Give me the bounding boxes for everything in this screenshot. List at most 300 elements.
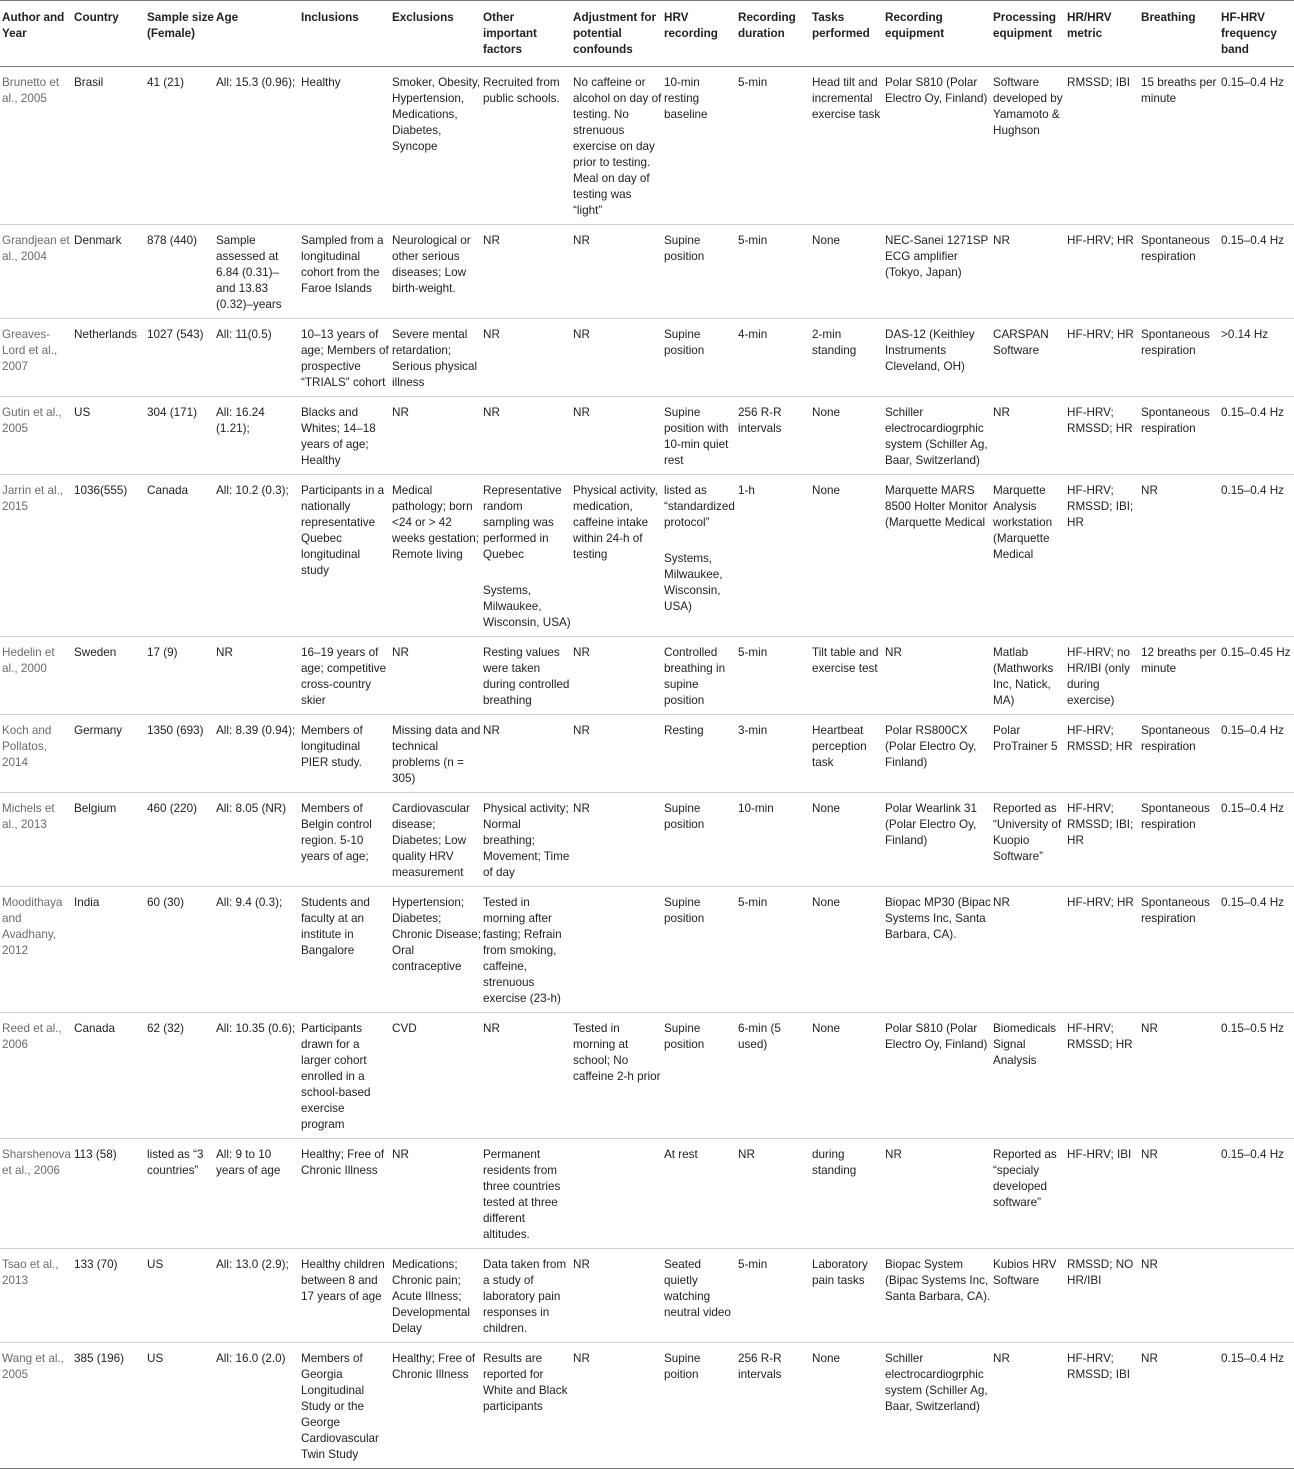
cell-author-year [0,319,72,397]
cell-adjustment [571,397,662,475]
cell-recording-duration [736,887,810,1013]
cell-metric [1065,1139,1139,1249]
cell-text: NR [573,646,590,659]
cell-exclusions [390,397,481,475]
header-exclusions: Exclusions [392,11,454,24]
cell-tasks-performed [810,1139,883,1249]
cell-text: Greaves-Lord et al., 2007 [2,328,58,373]
cell-author-year [0,1013,72,1139]
cell-text: No caffeine or alcohol on day of testing. No strenuous exercise on day prior to testing. Meal on day of testing was “light” [573,76,662,217]
cell-exclusions [390,1343,481,1469]
cell-breathing [1139,319,1219,397]
cell-author-year [0,793,72,887]
table-row [0,715,1294,793]
cell-text: Spontaneous respiration [1141,234,1210,263]
cell-author-year [0,67,72,225]
cell-text: Heartbeat perception task [812,724,867,769]
cell-tasks-performed [810,793,883,887]
header-inclusions: Inclusions [301,11,359,24]
cell-inclusions [299,1249,390,1343]
cell-recording-equipment [883,475,991,637]
cell-text: Spontaneous respiration [1141,724,1210,753]
cell-text: 0.15–0.4 Hz [1221,1352,1285,1365]
cell-text: Polar Wearlink 31 (Polar Electro Oy, Finland) [885,802,978,847]
cell-country [72,225,145,319]
cell-sample-size [145,225,214,319]
cell-text: 0.15–0.4 Hz [1221,724,1285,737]
cell-text: HF-HRV; RMSSD; HR [1067,1022,1133,1051]
cell-text: NR [573,234,590,247]
cell-author-year [0,887,72,1013]
cell-text: 878 (440) [147,234,198,247]
cell-hrv-recording [662,793,736,887]
header-author-year: Author and Year [2,11,65,40]
header-sample-size: Sample size (Female) [147,11,214,40]
cell-recording-duration [736,1139,810,1249]
cell-text: Sweden [74,646,117,659]
cell-frequency-band [1219,397,1294,475]
header-row [0,1,1294,67]
cell-processing-equipment [991,225,1065,319]
cell-recording-duration [736,1249,810,1343]
cell-text: Polar S810 (Polar Electro Oy, Finland) [885,76,988,105]
cell-text: Hypertension; Diabetes; Chronic Disease; Oral contraceptive [392,896,481,973]
cell-recording-equipment [883,1013,991,1139]
cell-processing-equipment [991,715,1065,793]
cell-breathing [1139,793,1219,887]
cell-tasks-performed [810,67,883,225]
cell-text: 1350 (693) [147,724,204,737]
cell-text: Reed et al., 2006 [2,1022,62,1051]
cell-recording-duration [736,1343,810,1469]
cell-text: At rest [664,1148,698,1161]
cell-text: Participants in a nationally representative Quebec longitudinal study [301,484,385,577]
cell-continuation-text: Systems, Milwaukee, Wisconsin, USA) [483,584,571,629]
cell-text: Missing data and technical problems (n = 305) [392,724,481,785]
cell-text: Matlab (Mathworks Inc, Natick, MA) [993,646,1054,707]
cell-text: HF-HRV; RMSSD; HR [1067,406,1133,435]
cell-metric [1065,319,1139,397]
cell-text: 6-min (5 used) [738,1022,781,1051]
cell-recording-duration [736,475,810,637]
cell-recording-equipment [883,887,991,1013]
table-row [0,1343,1294,1469]
cell-exclusions [390,1249,481,1343]
cell-tasks-performed [810,475,883,637]
cell-text: NR [1141,1352,1158,1365]
cell-text: US [74,406,91,419]
cell-tasks-performed [810,397,883,475]
cell-metric [1065,397,1139,475]
table-row [0,397,1294,475]
cell-text: NR [573,802,590,815]
cell-inclusions [299,637,390,715]
header-frequency-band: HF-HRV frequency band [1221,11,1277,56]
cell-author-year [0,1343,72,1469]
cell-adjustment [571,67,662,225]
cell-text: NR [573,328,590,341]
cell-text: Laboratory pain tasks [812,1258,868,1287]
cell-exclusions [390,225,481,319]
cell-text: 256 R-R intervals [738,1352,782,1381]
cell-exclusions [390,1013,481,1139]
cell-author-year [0,1249,72,1343]
cell-text: Medical pathology; born <24 or > 42 weeks gestation; Remote living [392,484,480,561]
cell-hrv-recording [662,67,736,225]
cell-exclusions [390,475,481,637]
cell-breathing [1139,397,1219,475]
cell-text: NR [392,646,409,659]
cell-other-factors [481,319,571,397]
cell-processing-equipment [991,637,1065,715]
cell-text: Supine position with 10-min quiet rest [664,406,729,467]
cell-text: 0.15–0.4 Hz [1221,802,1285,815]
cell-text: Sample assessed at 6.84 (0.31)– and 13.83 (0.32)–years [216,234,282,311]
cell-age [214,319,299,397]
cell-tasks-performed [810,1249,883,1343]
cell-text: NR [483,1022,500,1035]
cell-frequency-band [1219,1343,1294,1469]
cell-breathing [1139,225,1219,319]
cell-recording-duration [736,793,810,887]
cell-exclusions [390,67,481,225]
cell-text: All: 9 to 10 years of age [216,1148,281,1177]
cell-text: 0.15–0.4 Hz [1221,76,1285,89]
cell-text: 1027 (543) [147,328,204,341]
cell-other-factors [481,1249,571,1343]
cell-text: NR [216,646,233,659]
cell-text: HF-HRV; RMSSD; IBI [1067,1352,1130,1381]
cell-frequency-band [1219,475,1294,637]
cell-text: NR [993,406,1010,419]
cell-recording-duration [736,225,810,319]
cell-recording-duration [736,637,810,715]
cell-text: NR [573,406,590,419]
cell-text: Spontaneous respiration [1141,406,1210,435]
cell-text: Supine position [664,802,705,831]
cell-breathing [1139,475,1219,637]
header-breathing: Breathing [1141,11,1196,24]
cell-text: 304 (171) [147,406,198,419]
cell-inclusions [299,225,390,319]
cell-text: None [812,896,840,909]
cell-hrv-recording [662,1139,736,1249]
cell-sample-size [145,793,214,887]
cell-text: Healthy; Free of Chronic Illness [301,1148,385,1177]
cell-text: RMSSD; NO HR/IBI [1067,1258,1134,1287]
cell-adjustment [571,715,662,793]
cell-frequency-band [1219,793,1294,887]
cell-exclusions [390,793,481,887]
cell-text: 1036(555) [74,484,128,497]
cell-text: None [812,1022,840,1035]
cell-text: Canada [147,484,188,497]
cell-metric [1065,1013,1139,1139]
cell-breathing [1139,1013,1219,1139]
header-processing-equipment: Processing equipment [993,11,1057,40]
cell-text: 133 (70) [74,1258,118,1271]
cell-text: Denmark [74,234,122,247]
cell-text: Brunetto et al., 2005 [2,76,60,105]
cell-text: 0.15–0.4 Hz [1221,896,1285,909]
table-row [0,793,1294,887]
cell-author-year [0,397,72,475]
cell-hrv-recording [662,637,736,715]
cell-text: Jarrin et al., 2015 [2,484,64,513]
cell-sample-size [145,397,214,475]
cell-sample-size [145,1139,214,1249]
cell-country [72,475,145,637]
cell-text: 12 breaths per minute [1141,646,1217,675]
cell-sample-size [145,715,214,793]
cell-adjustment [571,637,662,715]
cell-text: Hedelin et al., 2000 [2,646,55,675]
cell-text: NR [483,406,500,419]
cell-text: Sharshenova et al., 2006 [2,1148,71,1177]
cell-exclusions [390,715,481,793]
cell-age [214,793,299,887]
cell-other-factors [481,475,571,637]
cell-text: 256 R-R intervals [738,406,782,435]
cell-text: 16–19 years of age; competitive cross-country skier [301,646,387,707]
cell-text: Students and faculty at an institute in Bangalore [301,896,370,957]
cell-processing-equipment [991,793,1065,887]
cell-text: 1-h [738,484,755,497]
cell-sample-size [145,1013,214,1139]
cell-text: Brasil [74,76,104,89]
cell-text: 0.15–0.45 Hz [1221,646,1291,659]
cell-text: Gutin et al., 2005 [2,406,62,435]
cell-text: RMSSD; IBI [1067,76,1130,89]
cell-text: Polar ProTrainer 5 [993,724,1058,753]
cell-text: India [74,896,100,909]
cell-country [72,319,145,397]
cell-recording-duration [736,1013,810,1139]
cell-text: Supine position [664,328,705,357]
cell-recording-equipment [883,715,991,793]
cell-text: Head tilt and incremental exercise task [812,76,881,121]
cell-frequency-band [1219,225,1294,319]
cell-metric [1065,793,1139,887]
cell-recording-equipment [883,793,991,887]
cell-country [72,637,145,715]
cell-recording-equipment [883,319,991,397]
cell-text: HF-HRV; HR [1067,234,1134,247]
cell-hrv-recording [662,397,736,475]
cell-text: HF-HRV; RMSSD; IBI; HR [1067,802,1134,847]
cell-text: Biomedicals Signal Analysis [993,1022,1057,1067]
cell-processing-equipment [991,1343,1065,1469]
cell-age [214,1249,299,1343]
table-row [0,1249,1294,1343]
cell-text: Netherlands [74,328,138,341]
cell-text: Smoker, Obesity, Hypertension, Medications, Diabetes, Syncope [392,76,481,153]
cell-sample-size [145,1343,214,1469]
cell-text: 113 (58) [74,1148,117,1161]
cell-recording-equipment [883,1249,991,1343]
cell-adjustment [571,1139,662,1249]
cell-text: Results are reported for White and Black participants [483,1352,568,1413]
cell-text: 5-min [738,646,768,659]
cell-other-factors [481,67,571,225]
cell-text: Polar RS800CX (Polar Electro Oy, Finland) [885,724,977,769]
cell-text: Healthy [301,76,341,89]
cell-age [214,637,299,715]
cell-text: 5-min [738,1258,768,1271]
cell-text: HF-HRV; IBI [1067,1148,1132,1161]
cell-frequency-band [1219,1013,1294,1139]
cell-text: Representative random sampling was performed in Quebec [483,484,562,561]
table-row [0,1139,1294,1249]
cell-text: HF-HRV; no HR/IBI (only during exercise) [1067,646,1130,707]
cell-frequency-band [1219,1249,1294,1343]
cell-inclusions [299,1013,390,1139]
cell-text: Spontaneous respiration [1141,328,1210,357]
header-other-factors: Other important factors [483,11,537,56]
cell-age [214,887,299,1013]
cell-text: HF-HRV; RMSSD; HR [1067,724,1133,753]
cell-age [214,475,299,637]
cell-processing-equipment [991,319,1065,397]
header-age: Age [216,11,239,24]
cell-text: None [812,234,840,247]
cell-age [214,225,299,319]
cell-age [214,397,299,475]
cell-text: Koch and Pollatos, 2014 [2,724,52,769]
cell-text: Biopac MP30 (Bipac Systems Inc, Santa Barbara, CA). [885,896,991,941]
cell-text: NR [483,234,500,247]
cell-text: Reported as “specialy developed software” [993,1148,1057,1209]
cell-adjustment [571,1013,662,1139]
cell-other-factors [481,637,571,715]
cell-breathing [1139,637,1219,715]
cell-text: Data taken from a study of laboratory pain responses in children. [483,1258,567,1335]
cell-text: US [147,1258,164,1271]
cell-metric [1065,67,1139,225]
header-adjustment: Adjustment for potential confounds [573,11,657,56]
cell-text: Reported as “University of Kuopio Software” [993,802,1062,863]
cell-processing-equipment [991,1013,1065,1139]
cell-text: Sampled from a longitudinal cohort from the Faroe Islands [301,234,384,295]
cell-text: Supine position [664,896,705,925]
cell-recording-duration [736,397,810,475]
cell-text: Severe mental retardation; Serious physical illness [392,328,478,389]
cell-text: All: 16.0 (2.0) [216,1352,286,1365]
cell-metric [1065,1343,1139,1469]
header-metric: HR/HRV metric [1067,11,1112,40]
header-recording-equipment: Recording equipment [885,11,945,40]
cell-text: Marquette Analysis workstation (Marquette Medical [993,484,1053,561]
cell-text: NR [738,1148,755,1161]
cell-recording-equipment [883,1343,991,1469]
cell-text: NR [1141,1148,1158,1161]
cell-tasks-performed [810,1343,883,1469]
cell-text: Recruited from public schools. [483,76,560,105]
cell-text: NR [1141,484,1158,497]
cell-continuation-text: Systems, Milwaukee, Wisconsin, USA) [664,552,723,613]
cell-text: NR [885,1148,902,1161]
cell-text: All: 10.2 (0.3); [216,484,289,497]
cell-text: 62 (32) [147,1022,185,1035]
cell-text: US [147,1352,164,1365]
cell-adjustment [571,1249,662,1343]
cell-tasks-performed [810,887,883,1013]
table-row [0,67,1294,225]
cell-text: 5-min [738,234,768,247]
cell-text: Spontaneous respiration [1141,896,1210,925]
cell-text: Resting values were taken during controlled breathing [483,646,570,707]
cell-text: All: 16.24 (1.21); [216,406,265,435]
cell-text: Seated quietly watching neutral video [664,1258,731,1319]
cell-text: NEC-Sanei 1271SP ECG amplifier (Tokyo, Japan) [885,234,989,279]
cell-inclusions [299,793,390,887]
cell-text: NR [573,724,590,737]
table-row [0,637,1294,715]
cell-text: All: 13.0 (2.9); [216,1258,289,1271]
cell-text: Wang et al., 2005 [2,1352,64,1381]
cell-adjustment [571,225,662,319]
cell-text: NR [1141,1022,1158,1035]
cell-hrv-recording [662,1013,736,1139]
cell-metric [1065,715,1139,793]
cell-text: Permanent residents from three countries tested at three different altitudes. [483,1148,561,1241]
cell-text: All: 8.39 (0.94); [216,724,296,737]
cell-tasks-performed [810,1013,883,1139]
cell-text: Belgium [74,802,117,815]
cell-recording-equipment [883,637,991,715]
cell-adjustment [571,475,662,637]
header-hrv-recording: HRV recording [664,11,718,40]
cell-text: 60 (30) [147,896,185,909]
cell-exclusions [390,1139,481,1249]
cell-text: 5-min [738,896,768,909]
header-tasks-performed: Tasks performed [812,11,870,40]
cell-inclusions [299,475,390,637]
cell-text: Spontaneous respiration [1141,802,1210,831]
cell-text: NR [993,1352,1010,1365]
cell-text: DAS-12 (Keithley Instruments Cleveland, OH) [885,328,975,373]
cell-text: Participants drawn for a larger cohort enrolled in a school-based exercise program [301,1022,371,1131]
header-recording-duration: Recording duration [738,11,796,40]
cell-text: Tested in morning after fasting; Refrain from smoking, caffeine, strenuous exercise (23-h) [483,896,562,1005]
cell-text: 10–13 years of age; Members of prospective “TRIALS” cohort [301,328,389,389]
cell-text: Tilt table and exercise test [812,646,879,675]
cell-country [72,397,145,475]
cell-text: Grandjean et al., 2004 [2,234,70,263]
cell-processing-equipment [991,397,1065,475]
cell-inclusions [299,1139,390,1249]
cell-text: HF-HRV; RMSSD; IBI; HR [1067,484,1134,529]
cell-text: Healthy; Free of Chronic Illness [392,1352,476,1381]
cell-text: 15 breaths per minute [1141,76,1217,105]
cell-breathing [1139,1343,1219,1469]
cell-text: Resting [664,724,704,737]
cell-text: Schiller electrocardiogrphic system (Schiller Ag, Baar, Switzerland) [885,406,988,467]
cell-tasks-performed [810,225,883,319]
table-row [0,475,1294,637]
cell-sample-size [145,1249,214,1343]
cell-processing-equipment [991,475,1065,637]
cell-frequency-band [1219,637,1294,715]
table-body [0,67,1294,1469]
cell-text: Supine position [664,234,705,263]
cell-text: NR [392,1148,409,1161]
cell-text: Biopac System (Bipac Systems Inc, Santa Barbara, CA). [885,1258,991,1303]
cell-breathing [1139,1249,1219,1343]
cell-exclusions [390,887,481,1013]
cell-text: NR [993,234,1010,247]
cell-author-year [0,715,72,793]
